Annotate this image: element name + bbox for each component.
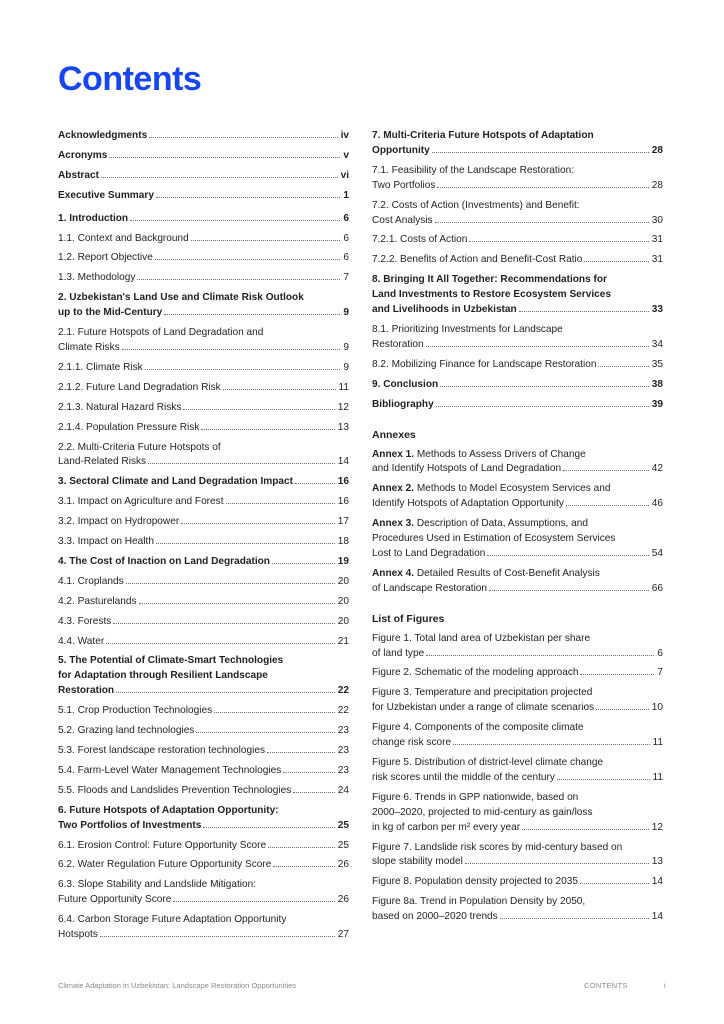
entry-title-line: 5.3. Forest landscape restoration technologies — [58, 745, 266, 756]
entry-title-line: 2.2. Multi-Criteria Future Hotspots of — [58, 441, 221, 453]
entry-title-line: 3.3. Impact on Health — [58, 536, 154, 548]
entry-title-line: Identify Hotspots of Adaptation Opportunity — [372, 498, 564, 510]
annex-entry[interactable] — [372, 567, 663, 597]
dot-leader — [183, 409, 334, 410]
toc-entry[interactable] — [58, 858, 349, 873]
entry-title-line: Bibliography — [372, 398, 434, 410]
page-number: 31 — [651, 254, 663, 266]
dot-leader — [584, 261, 648, 262]
entry-title-line: 1.1. Context and Background — [58, 232, 189, 244]
page-number: 11 — [652, 771, 663, 783]
toc-entry[interactable] — [58, 232, 349, 247]
toc-entry[interactable] — [58, 169, 349, 184]
entry-title-line: 2000–2020, projected to mid-century as gain/loss — [372, 806, 593, 818]
entry-title-line: of Landscape Restoration — [372, 582, 488, 594]
entry-title-line: Opportunity — [372, 144, 430, 156]
toc-entry[interactable] — [58, 784, 349, 799]
entry-title-line: 7.1. Feasibility of the Landscape Restoration: — [372, 164, 574, 176]
dot-leader — [465, 863, 649, 864]
entry-title-line: 2.1. Future Hotspots of Land Degradation and — [58, 327, 264, 339]
dot-leader — [293, 792, 335, 793]
entry-title-line: 6. Future Hotspots of Adaptation Opportunity: — [58, 804, 279, 816]
toc-right-column — [372, 129, 663, 930]
entry-title-line: 8.1. Prioritizing Investments for Landscape — [372, 323, 563, 335]
entry-title-line: 5.1. Crop Production Technologies — [58, 705, 213, 717]
page-number: 54 — [651, 547, 663, 559]
toc-entry[interactable] — [58, 654, 349, 699]
entry-title-line: Figure 8. Population density projected to 2035 — [372, 876, 578, 888]
page-number: 16 — [337, 496, 349, 508]
page-number: iv — [340, 130, 349, 141]
page-number: 20 — [337, 615, 349, 627]
toc-entry[interactable] — [58, 515, 349, 530]
dot-leader — [106, 643, 335, 644]
page-number: 14 — [651, 876, 663, 888]
toc-entry[interactable] — [58, 595, 349, 610]
entry-title-line: Description of Data, Assumptions, and — [414, 518, 589, 530]
figure-entry[interactable] — [372, 875, 663, 890]
annex-label: Annex 4. — [372, 567, 415, 579]
annex-label: Annex 2. — [372, 483, 415, 495]
toc-entry[interactable] — [58, 129, 349, 144]
dot-leader — [156, 197, 340, 198]
entry-title-line: 4. The Cost of Inaction on Land Degradation — [58, 555, 270, 567]
page-number: 30 — [651, 214, 663, 226]
entry-title-line: 4.1. Croplands — [58, 575, 124, 587]
page-number: 6 — [343, 232, 349, 244]
entry-title-line: Hotspots — [58, 929, 98, 941]
entry-title-line: 5. The Potential of Climate-Smart Technologies — [58, 655, 284, 667]
entry-title-line: Restoration — [372, 338, 424, 350]
entry-title-line: 5.2. Grazing land technologies — [58, 725, 195, 737]
entry-title-line: 2.1.2. Future Land Degradation Risk — [58, 381, 221, 393]
dot-leader — [196, 732, 334, 733]
toc-main-entries — [372, 129, 663, 413]
entry-title-line: 9. Conclusion — [372, 378, 439, 390]
entry-title-line: 4.4. Water — [58, 635, 105, 647]
annex-entry[interactable] — [372, 448, 663, 478]
page-number: 7 — [657, 667, 663, 679]
entry-title-line: 1.2. Report Objective — [58, 252, 153, 264]
entry-title-line: for Uzbekistan under a range of climate scenarios — [372, 702, 595, 714]
dot-leader — [156, 543, 335, 544]
entry-title-line: 7.2. Costs of Action (Investments) and Benefit: — [372, 199, 580, 211]
dot-leader — [149, 137, 337, 138]
annex-label: Annex 1. — [372, 448, 415, 460]
toc-entry[interactable] — [58, 495, 349, 510]
page-number: 9 — [343, 341, 349, 353]
entry-title-line: Cost Analysis — [372, 214, 433, 226]
toc-entry[interactable] — [372, 253, 663, 268]
toc-entry[interactable] — [58, 704, 349, 719]
page-number: 26 — [337, 859, 349, 871]
dot-leader — [598, 366, 648, 367]
entry-title-line: 2.1.1. Climate Risk — [58, 361, 143, 373]
toc-entry[interactable] — [372, 378, 663, 393]
entry-title-line: Two Portfolios — [372, 179, 436, 191]
toc-entry[interactable] — [58, 878, 349, 908]
figure-entry[interactable] — [372, 791, 663, 836]
annexes-list — [372, 448, 663, 597]
dot-leader — [489, 590, 649, 591]
dot-leader — [201, 429, 334, 430]
entry-title-line: 1.3. Methodology — [58, 272, 136, 284]
dot-leader — [500, 918, 649, 919]
entry-title-line: 8. Bringing It All Together: Recommendations for — [372, 274, 607, 286]
dot-leader — [130, 220, 340, 221]
toc-entry[interactable] — [372, 358, 663, 373]
page-number: 12 — [337, 401, 349, 413]
page-number: 9 — [343, 361, 349, 373]
entry-title-line: 7.2.2. Benefits of Action and Benefit-Cost Ratio — [372, 254, 583, 266]
page-number: 34 — [651, 338, 663, 350]
dot-leader — [173, 901, 334, 902]
toc-entry[interactable] — [58, 381, 349, 396]
entry-title-line: 4.2. Pasturelands — [58, 595, 137, 607]
page-number: 21 — [337, 635, 349, 647]
toc-entry[interactable] — [58, 271, 349, 286]
page-number: 38 — [651, 378, 663, 390]
entry-title-line: based on 2000–2020 trends — [372, 911, 498, 923]
entry-title-line: Restoration — [58, 685, 115, 697]
entry-title-line: 7. Multi-Criteria Future Hotspots of Adaptation — [372, 130, 594, 141]
page-number: 13 — [651, 856, 663, 868]
annexes-heading: Annexes — [372, 428, 416, 441]
toc-entry[interactable] — [58, 326, 349, 356]
dot-leader — [164, 314, 340, 315]
dot-leader — [139, 603, 335, 604]
entry-title-line: Land-Related Risks — [58, 456, 147, 468]
dot-leader — [519, 311, 649, 312]
page-number: vi — [340, 169, 349, 181]
entry-title-line: up to the Mid-Century — [58, 307, 163, 319]
entry-title-line: Detailed Results of Cost-Benefit Analysis — [414, 567, 600, 579]
entry-title-line: 2. Uzbekistan's Land Use and Climate Risk Outlook — [58, 292, 304, 304]
toc-entry[interactable] — [372, 323, 663, 353]
figure-entry[interactable] — [372, 841, 663, 871]
page-number: 24 — [337, 784, 349, 796]
footer-title: Climate Adaptation in Uzbekistan: Landscape Restoration Opportunities — [58, 981, 297, 990]
entry-title-line: Methods to Model Ecosystem Services and — [414, 483, 611, 495]
dot-leader — [214, 712, 335, 713]
entry-title-line: 7.2.1. Costs of Action — [372, 234, 468, 246]
entry-title-line: 5.4. Farm-Level Water Management Technologies — [58, 764, 282, 776]
dot-leader — [453, 744, 649, 745]
entry-title-line: 6.2. Water Regulation Future Opportunity Score — [58, 859, 272, 871]
entry-title-line: slope stability model — [372, 856, 463, 868]
figures-heading: List of Figures — [372, 612, 445, 625]
dot-leader — [109, 157, 340, 158]
entry-title-line: Two Portfolios of Investments — [58, 819, 202, 831]
toc-entry[interactable] — [372, 164, 663, 194]
dot-leader — [148, 463, 335, 464]
page-number: 6 — [343, 252, 349, 264]
figure-entry[interactable] — [372, 666, 663, 681]
entry-title-line: 2.1.4. Population Pressure Risk — [58, 421, 200, 433]
page-number: 22 — [337, 685, 349, 697]
entry-title-line: Figure 3. Temperature and precipitation projected — [372, 687, 593, 699]
entry-title-line: Figure 8a. Trend in Population Density by 2050, — [372, 896, 586, 908]
dot-leader — [267, 752, 335, 753]
page-number: 11 — [652, 737, 663, 749]
dot-leader — [469, 241, 648, 242]
dot-leader — [145, 369, 341, 370]
toc-entry[interactable] — [372, 398, 663, 413]
entry-title-line: of land type — [372, 647, 425, 659]
page-number: 7 — [343, 272, 349, 284]
entry-title-line: Acronyms — [58, 149, 108, 161]
dot-leader — [191, 240, 341, 241]
dot-leader — [137, 279, 340, 280]
page-number: 25 — [337, 839, 349, 851]
toc-entry[interactable] — [372, 129, 663, 159]
toc-entry[interactable] — [58, 575, 349, 590]
entry-title-line: Abstract — [58, 169, 99, 181]
page-number: 14 — [337, 456, 349, 468]
page-number: 12 — [651, 821, 663, 833]
figures-list — [372, 632, 663, 925]
toc-entry[interactable] — [58, 401, 349, 416]
dot-leader — [283, 772, 334, 773]
page-number: 23 — [337, 745, 349, 756]
page-number: 20 — [337, 575, 349, 587]
entry-title-line: Procedures Used in Estimation of Ecosystem Services — [372, 533, 616, 545]
figure-entry[interactable] — [372, 632, 663, 662]
dot-leader — [116, 692, 335, 693]
dot-leader — [273, 866, 334, 867]
dot-leader — [435, 222, 649, 223]
page-number: 27 — [337, 929, 349, 941]
dot-leader — [272, 563, 335, 564]
toc-entry[interactable] — [58, 535, 349, 550]
entry-title-line: Executive Summary — [58, 189, 154, 201]
toc-left-column — [58, 129, 349, 948]
toc-entry[interactable] — [58, 744, 349, 759]
page-number: 14 — [651, 911, 663, 923]
toc-entry[interactable] — [372, 199, 663, 229]
toc-entry[interactable] — [58, 913, 349, 943]
toc-entry[interactable] — [58, 421, 349, 436]
dot-leader — [522, 829, 649, 830]
dot-leader — [426, 655, 654, 656]
toc-entry[interactable] — [58, 724, 349, 739]
dot-leader — [226, 503, 335, 504]
dot-leader — [580, 883, 649, 884]
dot-leader — [436, 406, 649, 407]
entry-title-line: 6.4. Carbon Storage Future Adaptation Opportunity — [58, 914, 287, 926]
toc-entry[interactable] — [58, 212, 349, 227]
entry-title-line: Figure 2. Schematic of the modeling approach — [372, 667, 579, 679]
entry-title-line: and Identify Hotspots of Land Degradation — [372, 463, 562, 475]
dot-leader — [101, 177, 338, 178]
entry-title-line: risk scores until the middle of the century — [372, 771, 555, 783]
page-number: 26 — [337, 894, 349, 906]
page-number: 23 — [337, 764, 349, 776]
page-number: 1 — [343, 189, 349, 201]
dot-leader — [203, 827, 334, 828]
entry-title-line: Land Investments to Restore Ecosystem Services — [372, 289, 611, 301]
toc-entry[interactable] — [58, 291, 349, 321]
dot-leader — [580, 674, 654, 675]
figure-entry[interactable] — [372, 686, 663, 716]
toc-entry[interactable] — [58, 764, 349, 779]
annex-label: Annex 3. — [372, 518, 415, 530]
page-number: 18 — [337, 536, 349, 548]
dot-leader — [563, 470, 649, 471]
entry-title-line: 6.1. Erosion Control: Future Opportunity Score — [58, 839, 267, 851]
entry-title-line: change risk score — [372, 737, 452, 749]
entry-title-line: 3. Sectoral Climate and Land Degradation Impact — [58, 476, 294, 488]
toc-entry[interactable] — [58, 804, 349, 834]
dot-leader — [440, 386, 649, 387]
toc-entry[interactable] — [372, 233, 663, 248]
dot-leader — [566, 505, 649, 506]
figure-entry[interactable] — [372, 895, 663, 925]
page-number: 20 — [337, 595, 349, 607]
toc-entry[interactable] — [58, 839, 349, 854]
toc-entry[interactable] — [58, 189, 349, 204]
entry-title-line: Figure 1. Total land area of Uzbekistan per share — [372, 632, 591, 644]
toc-entry[interactable] — [58, 149, 349, 164]
toc-entry[interactable] — [58, 635, 349, 650]
toc-entry[interactable] — [58, 555, 349, 570]
page-number: 33 — [651, 304, 663, 316]
entry-title-line: Future Opportunity Score — [58, 894, 172, 906]
entry-title-line: Methods to Assess Drivers of Change — [414, 448, 586, 460]
page-number: 16 — [337, 476, 349, 488]
page-number: 42 — [651, 463, 663, 475]
page-number: v — [343, 149, 349, 161]
dot-leader — [596, 709, 649, 710]
footer-page-number: i — [664, 981, 666, 990]
footer-section: CONTENTS — [584, 981, 628, 990]
entry-title-line: 4.3. Forests — [58, 615, 112, 627]
page-number: 66 — [651, 582, 663, 594]
page-number: 17 — [337, 516, 349, 528]
entry-title-line: Figure 6. Trends in GPP nationwide, based on — [372, 791, 579, 803]
page-number: 28 — [651, 179, 663, 191]
annex-entry[interactable] — [372, 482, 663, 512]
entry-title-line: Figure 5. Distribution of district-level climate change — [372, 757, 604, 768]
page-number: 28 — [651, 144, 663, 156]
entry-title-line: and Livelihoods in Uzbekistan — [372, 304, 517, 316]
annex-entry[interactable] — [372, 517, 663, 562]
entry-title-line: 3.2. Impact on Hydropower — [58, 516, 180, 528]
entry-title-line: 1. Introduction — [58, 212, 129, 224]
entry-title-line: Lost to Land Degradation — [372, 547, 486, 559]
dot-leader — [181, 523, 335, 524]
page-title: Contents — [58, 60, 202, 98]
figure-entry[interactable] — [372, 756, 663, 786]
toc-entry[interactable] — [58, 361, 349, 376]
entry-title-line: 5.5. Floods and Landslides Prevention Technologies — [58, 784, 292, 796]
dot-leader — [223, 389, 336, 390]
dot-leader — [557, 779, 650, 780]
entry-title-line: Climate Risks — [58, 341, 120, 353]
entry-title-line: Figure 4. Components of the composite climate — [372, 722, 584, 734]
dot-leader — [487, 555, 648, 556]
entry-title-line: 3.1. Impact on Agriculture and Forest — [58, 496, 224, 508]
entry-title-line: in kg of carbon per m² every year — [372, 821, 521, 833]
dot-leader — [155, 259, 341, 260]
page-number: 9 — [343, 307, 349, 319]
page-number: 6 — [343, 212, 349, 224]
toc-entry[interactable] — [58, 475, 349, 490]
entry-title-line: 6.3. Slope Stability and Landslide Mitigation: — [58, 879, 257, 891]
entry-title-line: for Adaptation through Resilient Landscape — [58, 670, 268, 682]
dot-leader — [426, 346, 649, 347]
page-number: 6 — [657, 647, 663, 659]
page-number: 22 — [337, 705, 349, 717]
page-number: 39 — [651, 398, 663, 410]
dot-leader — [113, 623, 334, 624]
toc-entry[interactable] — [58, 615, 349, 630]
page-number: 19 — [337, 555, 349, 567]
dot-leader — [100, 936, 335, 937]
page-number: 31 — [651, 234, 663, 246]
page-number: 35 — [651, 358, 663, 370]
figure-entry[interactable] — [372, 721, 663, 751]
dot-leader — [122, 349, 341, 350]
toc-entry[interactable] — [58, 441, 349, 471]
dot-leader — [268, 847, 335, 848]
page-number: 10 — [651, 702, 663, 714]
entry-title-line: 2.1.3. Natural Hazard Risks — [58, 401, 182, 413]
entry-title-line: Acknowledgments — [58, 130, 148, 141]
entry-title-line: Figure 7. Landslide risk scores by mid-century based on — [372, 841, 623, 853]
toc-entry[interactable] — [58, 251, 349, 266]
page-number: 25 — [337, 819, 349, 831]
entry-title-line: 8.2. Mobilizing Finance for Landscape Restoration — [372, 358, 597, 370]
page-number: 11 — [338, 381, 349, 393]
page-number: 46 — [651, 498, 663, 510]
page-number: 23 — [337, 725, 349, 737]
dot-leader — [437, 187, 648, 188]
dot-leader — [295, 483, 335, 484]
toc-entry[interactable] — [372, 273, 663, 318]
dot-leader — [126, 583, 335, 584]
dot-leader — [432, 152, 649, 153]
page-number: 13 — [337, 421, 349, 433]
